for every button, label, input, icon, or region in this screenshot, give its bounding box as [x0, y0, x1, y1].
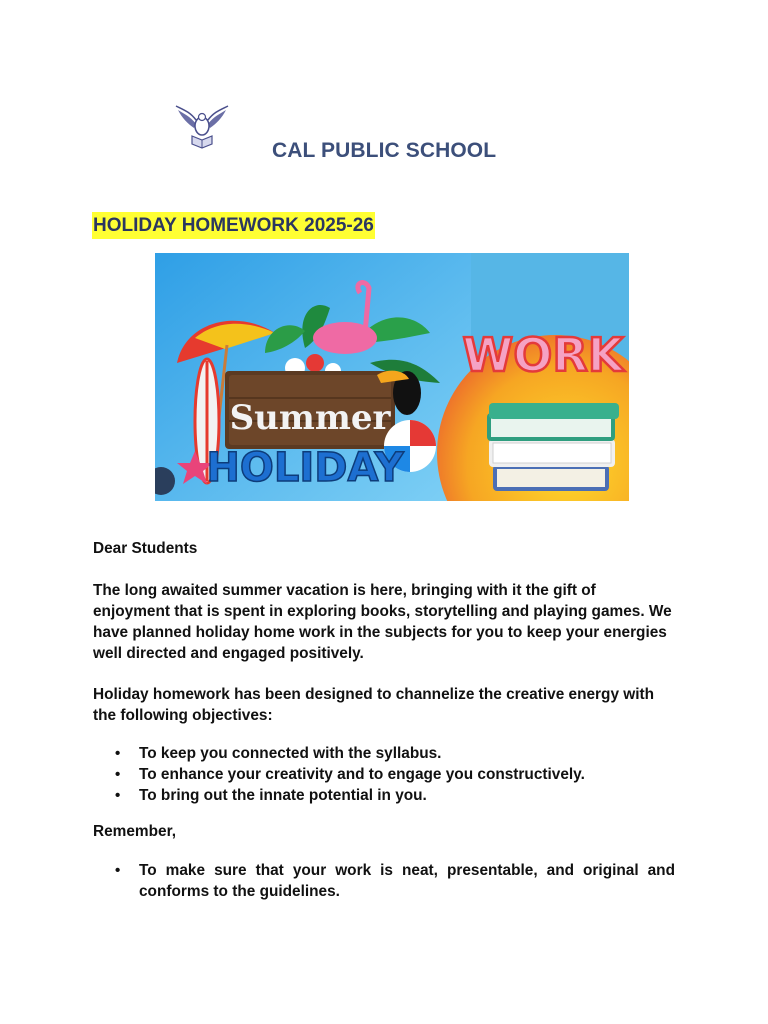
list-item: • To bring out the innate potential in you.	[115, 787, 427, 804]
summer-holiday-banner	[155, 253, 629, 501]
bullet-icon: •	[115, 787, 121, 804]
remember-list	[93, 860, 675, 902]
bullet-icon: •	[115, 862, 121, 879]
banner-text-work: WORK	[462, 328, 624, 382]
school-logo-icon	[174, 104, 230, 152]
bullet-icon: •	[115, 745, 121, 762]
objectives-paragraph: Holiday homework has been designed to channelize the creative energy with the following objectives:	[93, 686, 655, 724]
bullet-icon: •	[115, 766, 121, 783]
school-name: CAL PUBLIC SCHOOL	[272, 139, 497, 162]
page-title: HOLIDAY HOMEWORK 2025-26	[92, 212, 375, 239]
greeting: Dear Students	[93, 540, 198, 557]
list-item: • To make sure that your work is neat, presentable, and original and conforms to the guidelines.	[115, 862, 675, 900]
list-item: • To enhance your creativity and to engage you constructively.	[115, 766, 585, 783]
list-item: • To keep you connected with the syllabus.	[115, 745, 442, 762]
objectives-list	[93, 743, 675, 806]
intro-paragraph: The long awaited summer vacation is here, bringing with it the gift of enjoyment that is spent in exploring books, storytelling and playing games. We have planned holiday home work in the subjects for you to keep your energies well directed and engaged positively.	[93, 582, 672, 662]
banner-text-holiday: HOLIDAY	[206, 445, 404, 491]
remember-label: Remember,	[93, 823, 176, 840]
banner-text-summer: Summer	[229, 398, 391, 438]
